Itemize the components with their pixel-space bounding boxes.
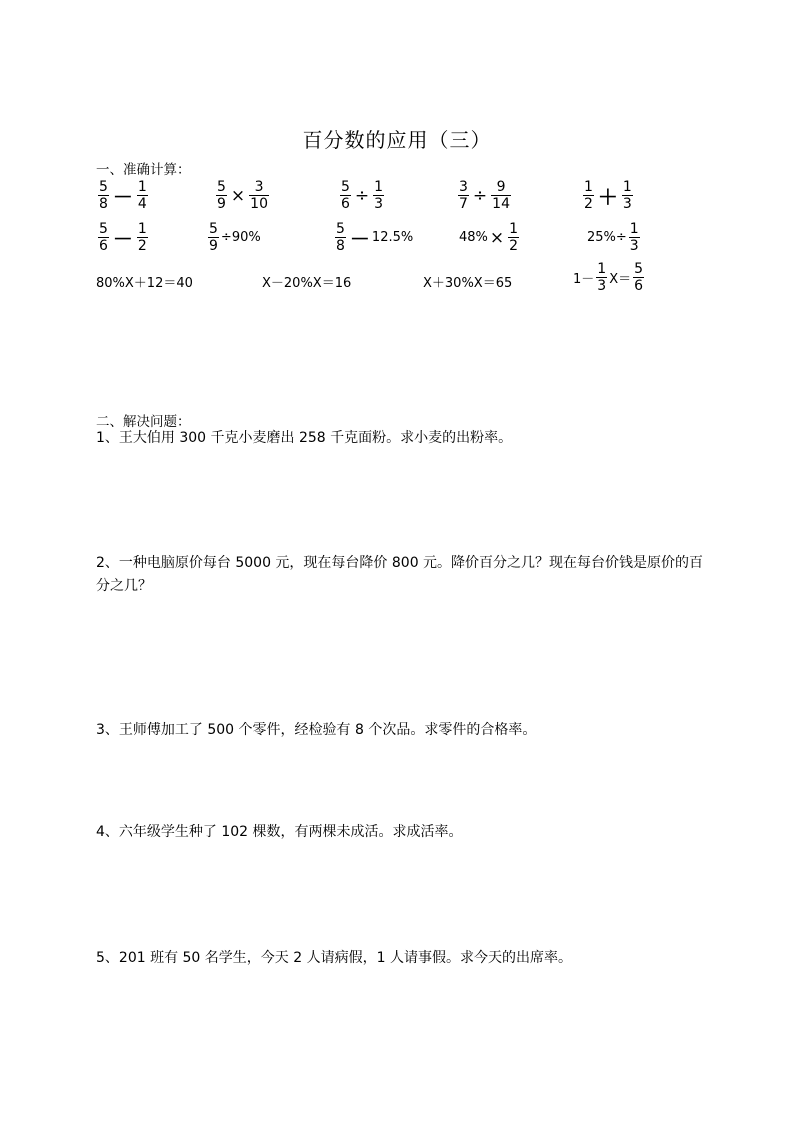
fraction: $\frac{1}{2}$ — [584, 179, 593, 212]
calc-2-3 — [333, 222, 413, 253]
operator: － — [112, 227, 133, 251]
calc-2-5 — [587, 222, 642, 253]
fraction: $\frac{3}{7}$ — [459, 179, 468, 212]
equation-2 — [262, 272, 351, 291]
equation-text: X＋30%X＝65 — [423, 276, 513, 291]
calc-1-5 — [581, 180, 635, 211]
fraction: $\frac{1}{4}$ — [137, 179, 147, 212]
page-title: 百分数的应用（三） — [302, 128, 492, 152]
operator: × — [230, 185, 246, 206]
word-problem-1: 1、王大伯用 300 千克小麦磨出 258 千克面粉。求小麦的出粉率。 — [96, 430, 513, 446]
calc-2-2 — [206, 222, 261, 253]
fraction: $\frac{5}{8}$ — [336, 221, 345, 254]
equation-3 — [423, 272, 512, 291]
equation-text: 1－ — [573, 272, 595, 287]
operator: － — [349, 227, 370, 251]
fraction: $\frac{5}{8}$ — [99, 179, 108, 212]
equation-1 — [96, 272, 193, 291]
word-problem-5: 5、201 班有 50 名学生，今天 2 人请病假，1 人请事假。求今天的出席率。 — [96, 950, 572, 966]
section-heading-problems: 二、解决问题： — [96, 414, 191, 430]
fraction: $\frac{1}{3}$ — [597, 261, 607, 294]
word-problem-3: 3、王师傅加工了 500 个零件，经检验有 8 个次品。求零件的合格率。 — [96, 722, 537, 738]
operator: ÷ — [354, 185, 370, 206]
fraction: $\frac{1}{3}$ — [629, 221, 639, 254]
fraction: $\frac{9}{14}$ — [492, 179, 510, 212]
calc-2-4 — [459, 222, 521, 253]
fraction: $\frac{5}{9}$ — [209, 221, 218, 254]
equation-4 — [573, 262, 646, 293]
calc-1-4 — [456, 180, 513, 211]
fraction: $\frac{1}{3}$ — [622, 179, 632, 212]
word-problem-4: 4、六年级学生种了 102 棵数，有两棵未成活。求成活率。 — [96, 824, 463, 840]
expression-text: 12.5% — [371, 230, 414, 245]
fraction: $\frac{5}{6}$ — [341, 179, 350, 212]
operator: ＋ — [597, 185, 618, 209]
fraction: $\frac{1}{2}$ — [509, 221, 519, 254]
fraction: $\frac{3}{10}$ — [250, 179, 268, 212]
section-heading-calculation: 一、准确计算： — [96, 162, 191, 178]
fraction: $\frac{5}{6}$ — [99, 221, 108, 254]
fraction: $\frac{5}{6}$ — [634, 261, 644, 294]
word-problem-2: 2、一种电脑原价每台 5000 元，现在每台降价 800 元。降价百分之几？现在每台价钱是原价的百分之几？ — [96, 555, 704, 594]
operator: ÷ — [472, 185, 488, 206]
fraction: $\frac{5}{9}$ — [217, 179, 226, 212]
equation-text: X－20%X＝16 — [262, 276, 352, 291]
expression-text: 48% — [459, 230, 488, 245]
fraction: $\frac{1}{2}$ — [137, 221, 147, 254]
calc-1-1 — [96, 180, 150, 211]
equation-text: X＝ — [609, 272, 632, 287]
calc-2-1 — [96, 222, 150, 253]
calc-1-2 — [214, 180, 271, 211]
calc-1-3 — [338, 180, 386, 211]
operator: × — [489, 227, 505, 248]
operator: － — [112, 185, 133, 209]
expression-text: 25%÷ — [587, 230, 627, 245]
fraction: $\frac{1}{3}$ — [374, 179, 384, 212]
expression-text: ÷90% — [220, 230, 261, 245]
equation-text: 80%X＋12＝40 — [96, 276, 193, 291]
